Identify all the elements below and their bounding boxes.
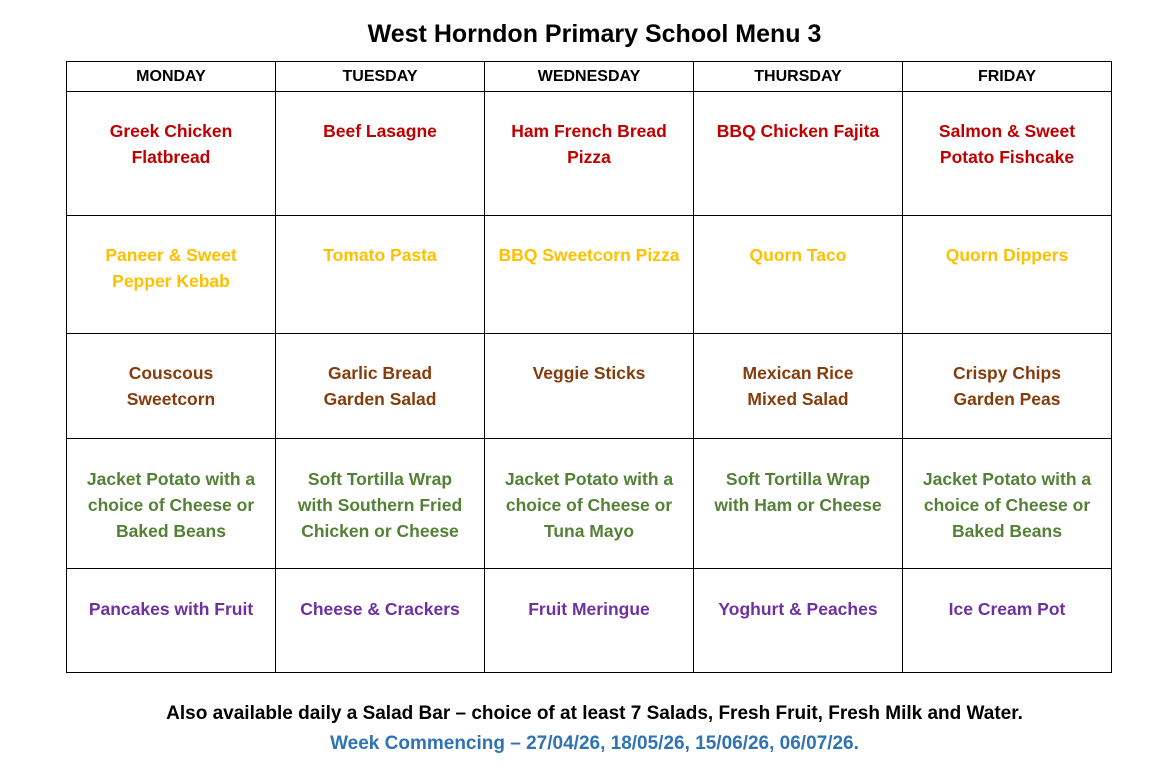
dish-line: Salmon & Sweet <box>938 121 1076 141</box>
dish-line: Sweetcorn <box>126 389 216 409</box>
dish-line: with Southern Fried <box>297 495 463 515</box>
dish-line: Cheese & Crackers <box>300 599 460 619</box>
vegetarian-row <box>67 216 1112 334</box>
menu-cell-thursday <box>694 216 903 334</box>
dish-line: Beef Lasagne <box>323 121 437 141</box>
dessert-row <box>67 569 1112 673</box>
day-header-thursday: THURSDAY <box>694 62 903 92</box>
dish-line: Quorn Dippers <box>945 245 1069 265</box>
sides-row <box>67 334 1112 439</box>
dish-line: Garden Peas <box>953 389 1061 409</box>
menu-cell-monday <box>67 216 276 334</box>
dish-line: Fruit Meringue <box>528 599 650 619</box>
menu-cell-friday <box>903 569 1112 673</box>
menu-cell-monday <box>67 92 276 216</box>
day-header-monday: MONDAY <box>67 62 276 92</box>
dish-line: Paneer & Sweet <box>105 245 237 265</box>
dish-line: Jacket Potato with a <box>922 469 1092 489</box>
menu-cell-tuesday <box>276 569 485 673</box>
menu-body <box>67 92 1112 673</box>
menu-cell-thursday <box>694 569 903 673</box>
dish-line: Tomato Pasta <box>323 245 437 265</box>
menu-table <box>66 61 1112 673</box>
menu-cell-friday <box>903 92 1112 216</box>
menu-cell-thursday <box>694 334 903 439</box>
menu-cell-tuesday <box>276 92 485 216</box>
dish-line: Jacket Potato with a <box>504 469 674 489</box>
menu-cell-wednesday <box>485 334 694 439</box>
dish-line: Crispy Chips <box>953 363 1061 383</box>
alternative-row <box>67 439 1112 569</box>
dish-line: Jacket Potato with a <box>86 469 256 489</box>
main-course-row <box>67 92 1112 216</box>
menu-cell-thursday <box>694 92 903 216</box>
dish-line: Chicken or Cheese <box>301 521 459 541</box>
dish-line: Baked Beans <box>116 521 226 541</box>
menu-cell-monday <box>67 334 276 439</box>
dish-line: Mexican Rice <box>742 363 854 383</box>
dish-line: with Ham or Cheese <box>714 495 882 515</box>
menu-cell-friday <box>903 334 1112 439</box>
menu-cell-friday <box>903 216 1112 334</box>
dish-line: Pepper Kebab <box>112 271 230 291</box>
menu-cell-wednesday <box>485 216 694 334</box>
menu-cell-monday <box>67 439 276 569</box>
dish-line: Potato Fishcake <box>939 147 1075 167</box>
page-title: West Horndon Primary School Menu 3 <box>367 20 822 48</box>
week-commencing-dates: Week Commencing – 27/04/26, 18/05/26, 15/06/26, 06/07/26. <box>330 733 859 754</box>
dish-line: Baked Beans <box>952 521 1062 541</box>
menu-cell-tuesday <box>276 216 485 334</box>
menu-cell-tuesday <box>276 439 485 569</box>
salad-bar-note: Also available daily a Salad Bar – choice of at least 7 Salads, Fresh Fruit, Fresh Milk and Water. <box>166 703 1023 724</box>
menu-cell-wednesday <box>485 92 694 216</box>
dish-line: Quorn Taco <box>749 245 847 265</box>
dish-line: choice of Cheese or <box>505 495 673 515</box>
dish-line: Flatbread <box>131 147 211 167</box>
dish-line: Couscous <box>128 363 214 383</box>
dish-line: Garden Salad <box>323 389 437 409</box>
menu-cell-tuesday <box>276 334 485 439</box>
dish-line: Soft Tortilla Wrap <box>307 469 453 489</box>
dish-line: Veggie Sticks <box>532 363 646 383</box>
dish-line: BBQ Chicken Fajita <box>716 121 880 141</box>
dish-line: Yoghurt & Peaches <box>718 599 878 619</box>
dish-line: Pancakes with Fruit <box>88 599 254 619</box>
dish-line: BBQ Sweetcorn Pizza <box>498 245 680 265</box>
dish-line: Tuna Mayo <box>543 521 635 541</box>
dish-line: Greek Chicken <box>109 121 233 141</box>
dish-line: Soft Tortilla Wrap <box>725 469 871 489</box>
menu-cell-friday <box>903 439 1112 569</box>
day-header-tuesday: TUESDAY <box>276 62 485 92</box>
day-header-wednesday: WEDNESDAY <box>485 62 694 92</box>
day-header-row <box>67 62 1112 92</box>
dish-line: choice of Cheese or <box>923 495 1091 515</box>
menu-cell-thursday <box>694 439 903 569</box>
dish-line: Garlic Bread <box>327 363 433 383</box>
menu-cell-monday <box>67 569 276 673</box>
dish-line: choice of Cheese or <box>87 495 255 515</box>
menu-cell-wednesday <box>485 569 694 673</box>
dish-line: Ham French Bread <box>511 121 667 141</box>
menu-header <box>67 62 1112 92</box>
dish-line: Mixed Salad <box>747 389 849 409</box>
dish-line: Pizza <box>567 147 611 167</box>
menu-cell-wednesday <box>485 439 694 569</box>
dish-line: Ice Cream Pot <box>948 599 1066 619</box>
day-header-friday: FRIDAY <box>903 62 1112 92</box>
